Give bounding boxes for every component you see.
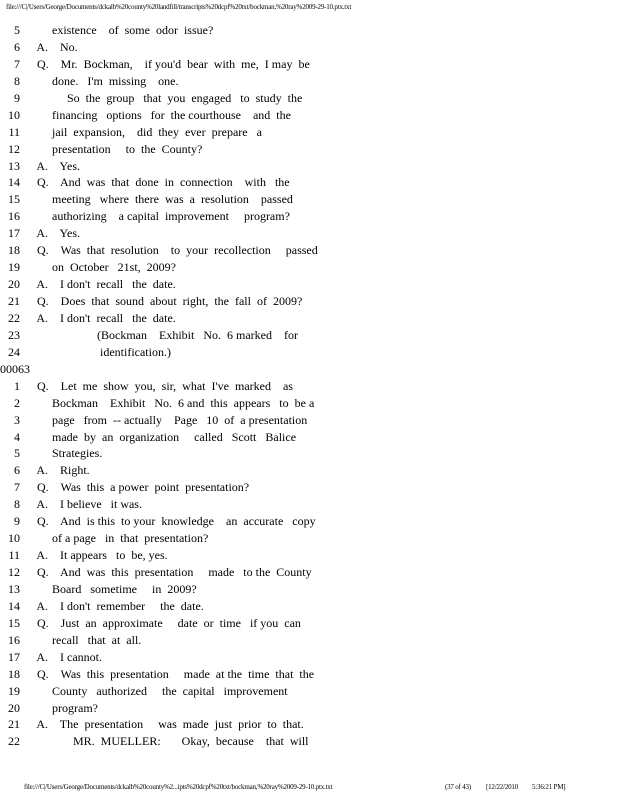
line-number: 3: [14, 412, 20, 427]
transcript-line: [0, 479, 618, 496]
line-text: jail expansion, did they ever prepare a: [34, 124, 262, 139]
line-number: 8: [14, 497, 20, 512]
line-text: page from -- actually Page 10 of a presentation: [34, 412, 308, 427]
line-text: existence of some odor issue?: [34, 23, 214, 37]
transcript-line: [0, 158, 618, 175]
transcript-line: [0, 412, 618, 429]
transcript-line: [0, 733, 618, 750]
line-number: 13: [8, 581, 20, 596]
line-number: 16: [8, 632, 20, 647]
transcript-line: [0, 378, 618, 395]
line-text: A. Yes.: [34, 158, 81, 173]
line-text: Bockman Exhibit No. 6 and this appears to be a: [34, 395, 315, 410]
line-text: A. The presentation was made just prior to that.: [34, 717, 304, 732]
transcript-line: [0, 344, 618, 361]
line-text: Board sometime in 2009?: [34, 581, 197, 596]
transcript-line: [0, 90, 618, 107]
line-number: 9: [14, 90, 20, 105]
line-number: 19: [8, 260, 20, 275]
transcript-line: [0, 496, 618, 513]
line-number: 11: [8, 124, 20, 139]
line-number: 12: [8, 565, 20, 579]
transcript-line: [0, 141, 618, 158]
transcript-line: [0, 56, 618, 73]
line-number: 20: [8, 700, 20, 715]
transcript-line: [0, 632, 618, 649]
transcript-line: [0, 429, 618, 446]
line-number: 14: [8, 175, 20, 190]
line-text: Q. Let me show you, sir, what I've marked as: [34, 378, 293, 393]
line-text: Q. Mr. Bockman, if you'd bear with me, I may be: [34, 56, 310, 71]
line-number: 7: [14, 56, 20, 71]
line-text: MR. MUELLER: Okay, because that will: [34, 734, 309, 749]
transcript-line: [0, 615, 618, 632]
line-number: 17: [8, 226, 20, 241]
line-number: 21: [8, 294, 20, 308]
line-number: 14: [8, 598, 20, 613]
line-text: A. I cannot.: [34, 649, 102, 664]
footer-date: [12/22/2010: [486, 783, 519, 791]
line-number: 6: [14, 463, 20, 478]
line-number: 17: [8, 649, 20, 664]
line-number: 13: [8, 158, 20, 173]
transcript-line: [0, 581, 618, 598]
transcript-line: [0, 649, 618, 666]
transcript-line: [0, 174, 618, 191]
line-text: So the group that you engaged to study the: [34, 90, 303, 105]
line-text: (Bockman Exhibit No. 6 marked for: [34, 327, 298, 342]
line-text: Q. Was this presentation made at the time that the: [34, 666, 315, 681]
line-text: program?: [34, 700, 98, 715]
line-number: 5: [14, 23, 20, 37]
line-number: 9: [14, 514, 20, 529]
line-number: 10: [8, 531, 20, 546]
line-number: 19: [8, 683, 20, 698]
line-number: 12: [8, 141, 20, 156]
transcript-line: [0, 276, 618, 293]
line-number: 20: [8, 277, 20, 292]
transcript-line: [0, 22, 618, 39]
transcript-line: [0, 73, 618, 90]
line-number: 23: [8, 327, 20, 342]
line-text: Strategies.: [34, 446, 103, 461]
transcript-line: [0, 666, 618, 683]
line-number: 1: [14, 378, 20, 393]
line-text: County authorized the capital improvement: [34, 683, 288, 698]
line-text: recall that at all.: [34, 632, 142, 647]
transcript-line: [0, 208, 618, 225]
transcript-line: [0, 564, 618, 581]
line-number: 2: [14, 395, 20, 410]
line-text: A. I believe it was.: [34, 497, 142, 512]
line-text: A. No.: [34, 39, 78, 54]
line-number: 10: [8, 107, 20, 122]
file-path-header: file:///C|/Users/George/Documents/dckalb%20county%20landfill/transcripts%20dcpf%20txt/bockman,%20ray%2009-29-10.ptx.txt: [6, 3, 352, 11]
line-text: Q. Was this a power point presentation?: [34, 480, 250, 495]
line-number: 22: [8, 310, 20, 325]
line-text: presentation to the County?: [34, 141, 203, 156]
line-text: Q. And was that done in connection with the: [34, 175, 290, 190]
line-number: 8: [14, 73, 20, 88]
line-number: 15: [8, 192, 20, 207]
line-number: 22: [8, 734, 20, 749]
transcript-line: [0, 513, 618, 530]
transcript-line: [0, 293, 618, 310]
line-text: done. I'm missing one.: [34, 73, 179, 88]
line-text: meeting where there was a resolution passed: [34, 192, 293, 207]
line-text: made by an organization called Scott Balice: [34, 429, 297, 444]
line-text: financing options for the courthouse and the: [34, 107, 291, 122]
line-number: 16: [8, 209, 20, 224]
line-number: 24: [8, 344, 20, 359]
line-text: A. I don't remember the date.: [34, 598, 204, 613]
transcript-line: [0, 327, 618, 344]
transcript-line: [0, 310, 618, 327]
line-text: A. I don't recall the date.: [34, 310, 176, 325]
line-number: 18: [8, 243, 20, 258]
footer-file-path: file:///C|/Users/George/Documents/dckalb%20county%2...ipts%20dcpf%20txt/bockman,%20ray%2009-29-10.ptx.txt: [24, 783, 333, 791]
transcript-line: [0, 547, 618, 564]
line-text: A. Right.: [34, 463, 90, 478]
line-text: Q. Was that resolution to your recollection passed: [34, 243, 318, 258]
transcript-line: [0, 107, 618, 124]
footer-time: 5:36:21 PM]: [532, 783, 566, 791]
page-number: 00063: [0, 361, 30, 376]
transcript-line: [0, 124, 618, 141]
line-text: A. I don't recall the date.: [34, 277, 176, 292]
line-text: Q. And is this to your knowledge an accurate copy: [34, 514, 316, 529]
transcript-line: [0, 225, 618, 242]
line-text: on October 21st, 2009?: [34, 260, 176, 275]
line-number: 21: [8, 717, 20, 732]
line-text: Q. And was this presentation made to the County: [34, 565, 312, 579]
line-text: identification.): [34, 344, 171, 359]
line-text: A. It appears to be, yes.: [34, 548, 168, 563]
transcript-line: [0, 683, 618, 700]
transcript-line: [0, 395, 618, 412]
footer-page-count: (37 of 43): [445, 783, 471, 791]
line-text: A. Yes.: [34, 226, 81, 241]
line-text: authorizing a capital improvement program?: [34, 209, 290, 224]
transcript-line: [0, 598, 618, 615]
transcript-line: [0, 530, 618, 547]
line-number: 7: [14, 480, 20, 495]
transcript-body: [0, 22, 618, 750]
line-text: Q. Does that sound about right, the fall of 2009?: [34, 294, 303, 308]
line-number: 15: [8, 615, 20, 630]
page-number-row: [0, 361, 618, 378]
transcript-line: [0, 259, 618, 276]
line-number: 5: [14, 446, 20, 461]
transcript-line: [0, 242, 618, 259]
line-text: of a page in that presentation?: [34, 531, 209, 546]
transcript-line: [0, 445, 618, 462]
line-number: 18: [8, 666, 20, 681]
line-text: Q. Just an approximate date or time if you can: [34, 615, 301, 630]
line-number: 11: [8, 548, 20, 563]
transcript-line: [0, 191, 618, 208]
line-number: 6: [14, 39, 20, 54]
transcript-line: [0, 700, 618, 717]
transcript-line: [0, 39, 618, 56]
line-number: 4: [14, 429, 20, 444]
transcript-line: [0, 716, 618, 733]
transcript-line: [0, 462, 618, 479]
